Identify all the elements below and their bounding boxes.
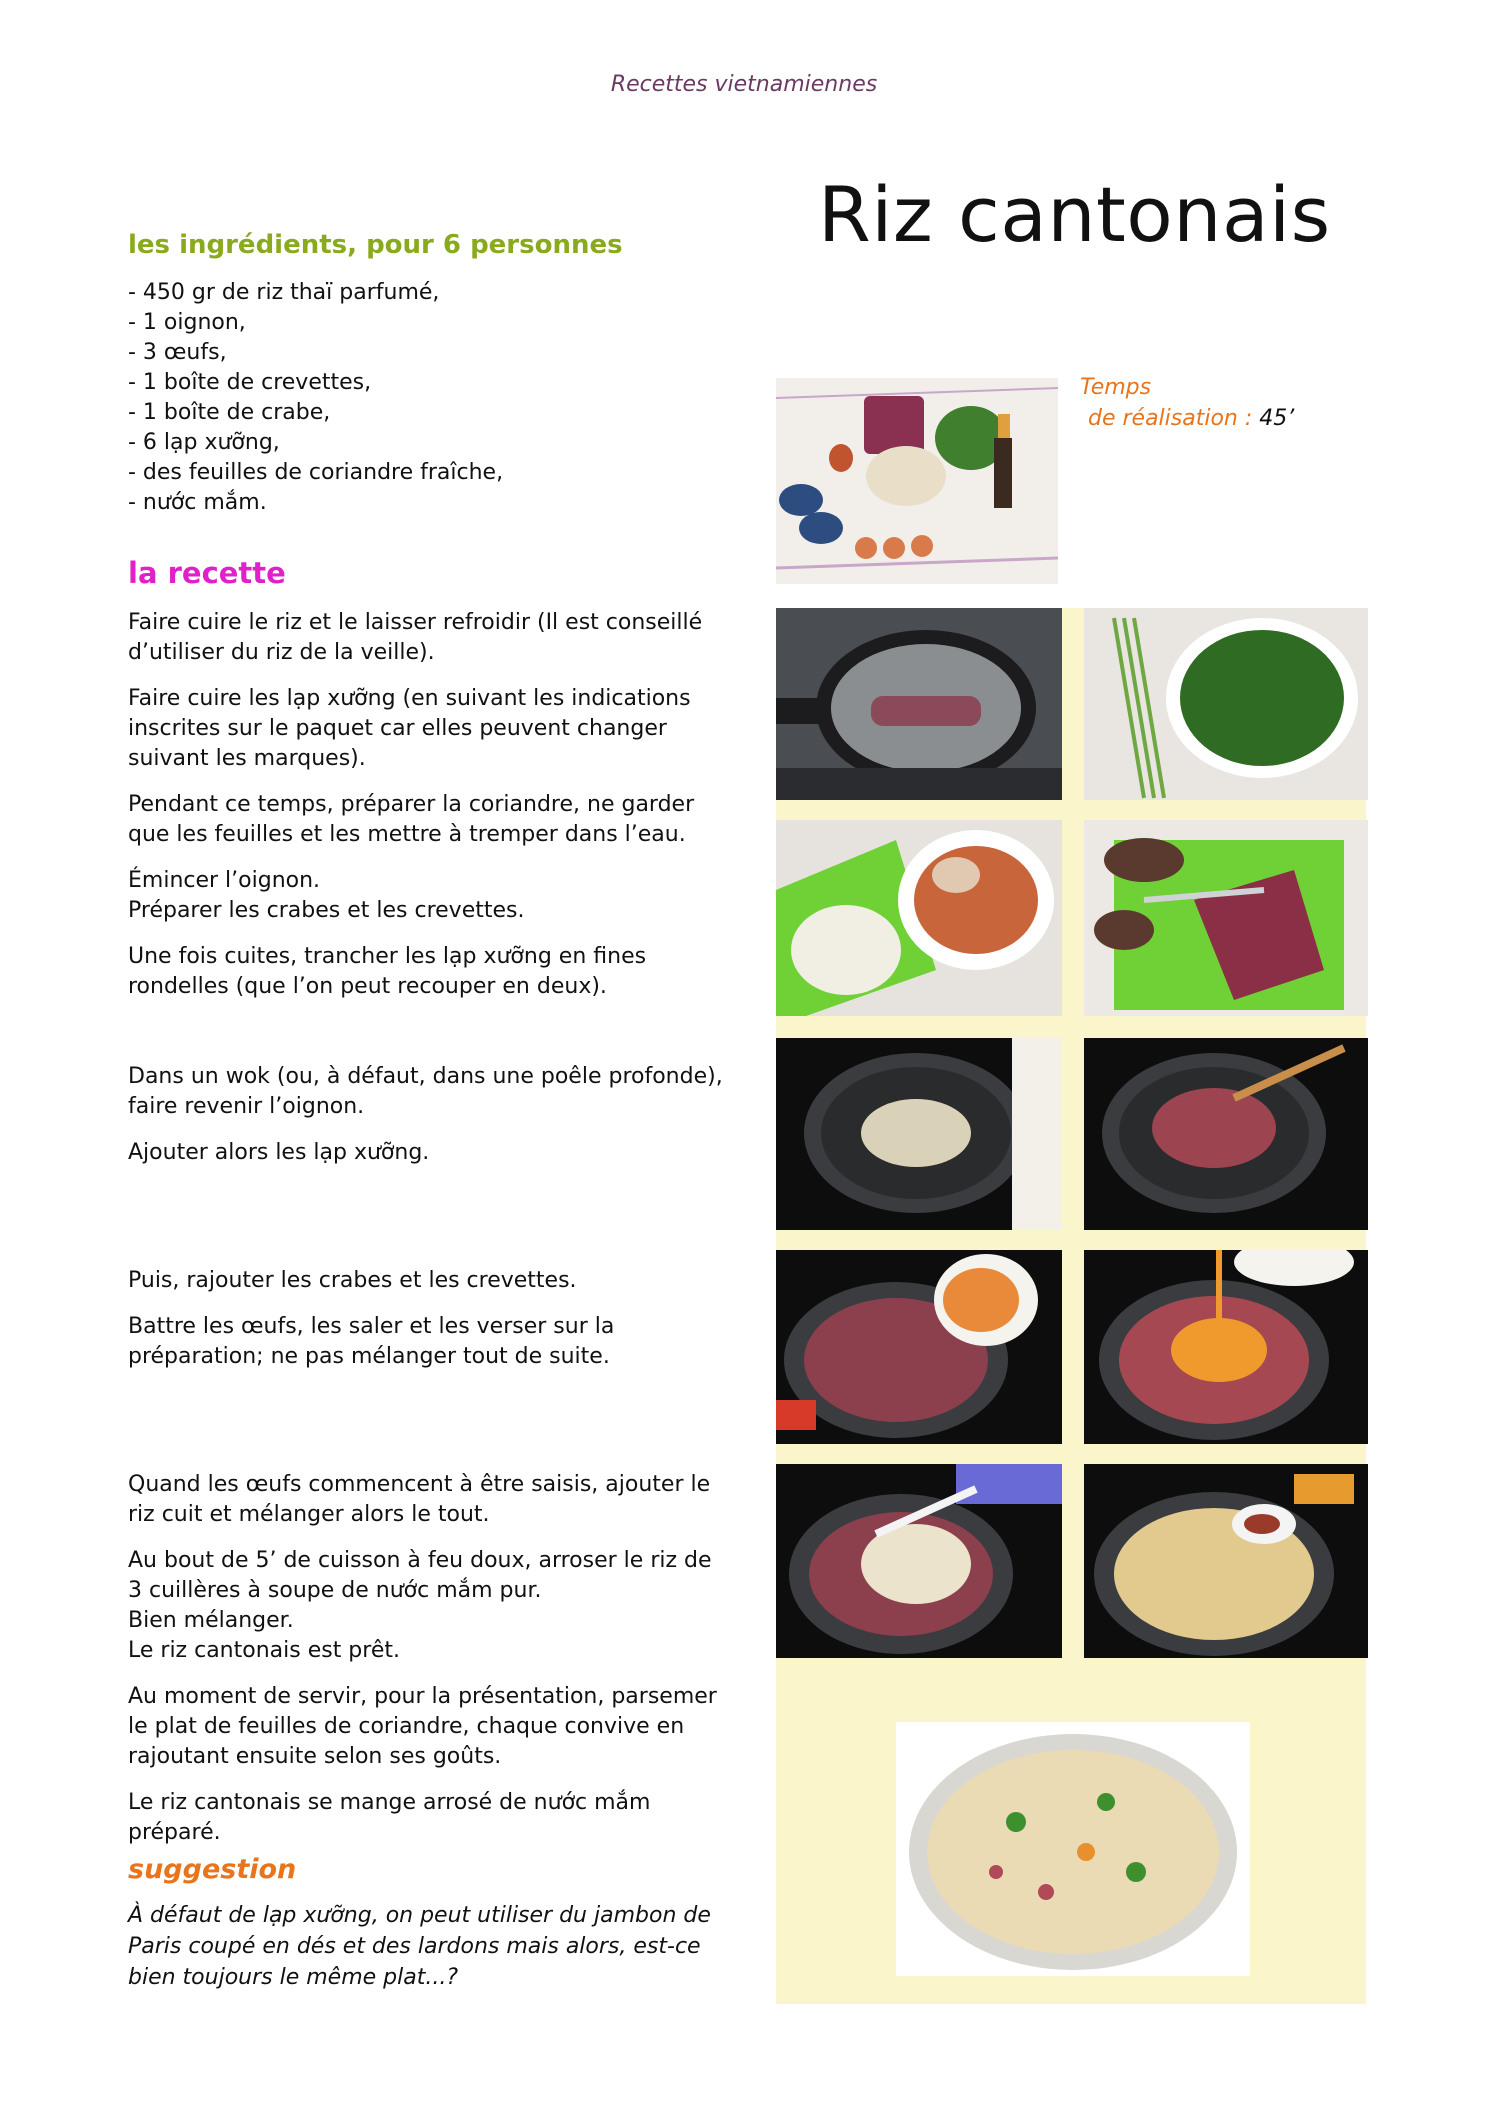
time-label: Temps [1080,375,1152,400]
recipe-title: Riz cantonais [818,170,1331,259]
time-label-2: de réalisation : [1088,406,1253,431]
time-sublabel [1080,403,1294,434]
ingredient-item: - 3 œufs, [128,340,227,365]
step-photo-onion-seafood [776,820,1062,1016]
step-photo-slicing-sausages [1084,820,1368,1016]
recipe-step: Le riz cantonais se mange arrosé de nước mắm préparé. [128,1790,651,1845]
step-photo-adding-sausages [1084,1038,1368,1230]
step-photo-frying-onion [776,1038,1062,1230]
ingredients-list [128,278,503,518]
recipe-step: Préparer les crabes et les crevettes. [128,898,525,923]
ingredient-item: - 450 gr de riz thaï parfumé, [128,280,440,305]
step-photo-coriander [1084,608,1368,800]
recipe-step: Battre les œufs, les saler et les verser sur la préparation; ne pas mélanger tout de suite. [128,1314,615,1369]
recipe-step: Dans un wok (ou, à défaut, dans une poêle profonde), faire revenir l’oignon. [128,1064,723,1119]
recipe-step: Le riz cantonais est prêt. [128,1638,400,1663]
recipe-step: Ajouter alors les lạp xưỡng. [128,1140,430,1165]
ingredient-item: - 1 oignon, [128,310,246,335]
recipe-step: Émincer l’oignon. [128,868,321,893]
recipe-step: Une fois cuites, trancher les lạp xưỡng en fines rondelles (que l’on peut recouper en deux). [128,944,647,999]
recipe-step: Au bout de 5’ de cuisson à feu doux, arroser le riz de 3 cuillères à soupe de nước mắm pur. [128,1548,712,1603]
recipe-step: Pendant ce temps, préparer la coriandre, ne garder que les feuilles et les mettre à tremper dans l’eau. [128,792,695,847]
ingredients-heading: les ingrédients, pour 6 personnes [128,230,623,260]
step-photo-adding-rice [776,1464,1062,1658]
preparation-time [1080,372,1294,434]
recipe-step: Au moment de servir, pour la présentation, parsemer le plat de feuilles de coriandre, chaque convive en rajoutant ensuite selon ses goûts. [128,1684,717,1769]
time-value: 45’ [1259,406,1295,431]
ingredient-item: - 1 boîte de crabe, [128,400,331,425]
step-photo-adding-fish-sauce [1084,1464,1368,1658]
recipe-step: Bien mélanger. [128,1608,294,1633]
ingredient-item: - des feuilles de coriandre fraîche, [128,460,504,485]
page-header: Recettes vietnamiennes [610,72,878,97]
step-photo-pouring-eggs [1084,1250,1368,1444]
recipe-step: Puis, rajouter les crabes et les crevettes. [128,1268,577,1293]
recipe-heading: la recette [128,556,286,590]
recipe-step: Faire cuire les lạp xưỡng (en suivant les indications inscrites sur le paquet car elles peuvent changer suivant les marques). [128,686,691,771]
suggestion-heading: suggestion [128,1854,297,1885]
recipe-step: Quand les œufs commencent à être saisis, ajouter le riz cuit et mélanger alors le tout. [128,1472,711,1527]
ingredient-item: - 1 boîte de crevettes, [128,370,372,395]
final-dish-photo [896,1722,1250,1976]
recipe-step: Faire cuire le riz et le laisser refroidir (Il est conseillé d’utiliser du riz de la veille). [128,610,703,665]
ingredient-item: - 6 lạp xưỡng, [128,430,280,455]
ingredient-item: - nước mắm. [128,490,267,515]
step-photo-adding-seafood [776,1250,1062,1444]
step-photo-boiling-sausages [776,608,1062,800]
suggestion-text: À défaut de lạp xưỡng, on peut utiliser du jambon de Paris coupé en dés et des lardons mais alors, est-ce bien toujours le même plat...? [128,1903,711,1990]
ingredients-photo [776,378,1058,584]
